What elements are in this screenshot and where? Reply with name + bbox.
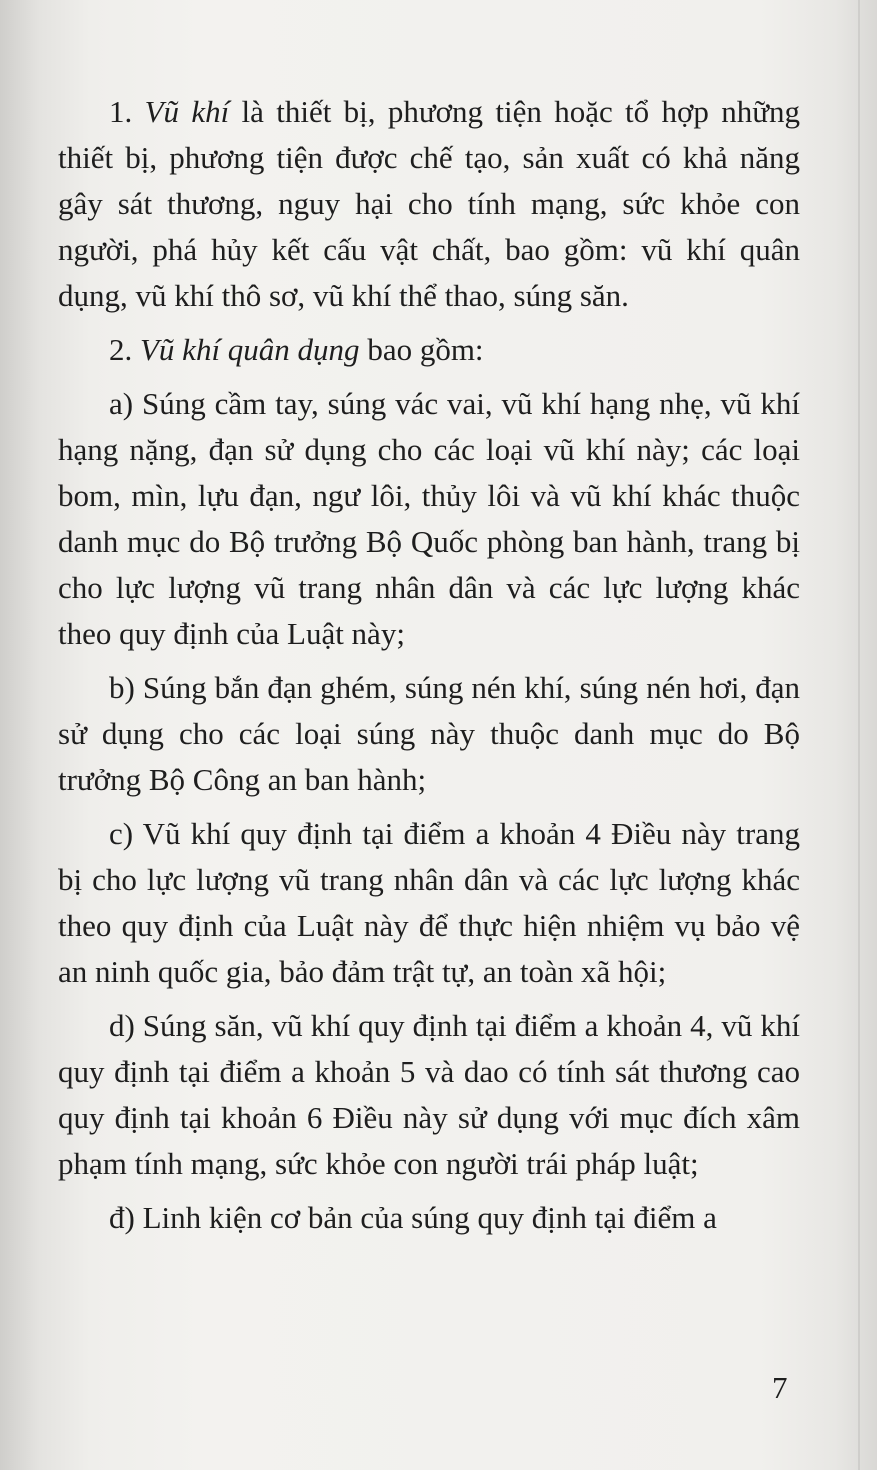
page-number: 7: [772, 1370, 788, 1405]
paragraph-military-weapon: [58, 327, 800, 373]
defined-term: Vũ khí quân dụng: [140, 332, 360, 367]
item-number: 1.: [109, 94, 145, 129]
paragraph-text: bao gồm:: [359, 332, 484, 367]
page-edge-shadow: [858, 0, 860, 1470]
paragraph-point-d: d) Súng săn, vũ khí quy định tại điểm a khoản 4, vũ khí quy định tại điểm a khoản 5 và dao có tính sát thương cao quy định tại khoản 6 Điều này sử dụng với mục đích xâm phạm tính mạng, sức khỏe con người trái pháp luật;: [58, 1008, 800, 1181]
body-text: [58, 89, 800, 1241]
paragraph-definition-weapon: [58, 89, 800, 319]
paragraph-point-b: b) Súng bắn đạn ghém, súng nén khí, súng nén hơi, đạn sử dụng cho các loại súng này thuộc danh mục do Bộ trưởng Bộ Công an ban hành;: [58, 670, 800, 797]
item-number: 2.: [109, 332, 140, 367]
paragraph-text: là thiết bị, phương tiện hoặc tổ hợp những thiết bị, phương tiện được chế tạo, sản xuất có khả năng gây sát thương, nguy hại cho tính mạng, sức khỏe con người, phá hủy kết cấu vật chất, bao gồm: vũ khí quân dụng, vũ khí thô sơ, vũ khí thể thao, súng săn.: [58, 94, 800, 313]
paragraph-point-dd: đ) Linh kiện cơ bản của súng quy định tại điểm a: [109, 1200, 717, 1235]
paragraph-point-a: a) Súng cầm tay, súng vác vai, vũ khí hạng nhẹ, vũ khí hạng nặng, đạn sử dụng cho các loại vũ khí này; các loại bom, mìn, lựu đạn, ngư lôi, thủy lôi và vũ khí khác thuộc danh mục do Bộ trưởng Bộ Quốc phòng ban hành, trang bị cho lực lượng vũ trang nhân dân và các lực lượng khác theo quy định của Luật này;: [58, 386, 800, 651]
paragraph-point-c: c) Vũ khí quy định tại điểm a khoản 4 Điều này trang bị cho lực lượng vũ trang nhân dân và các lực lượng khác theo quy định của Luật này để thực hiện nhiệm vụ bảo vệ an ninh quốc gia, bảo đảm trật tự, an toàn xã hội;: [58, 816, 800, 989]
defined-term: Vũ khí: [144, 94, 230, 129]
